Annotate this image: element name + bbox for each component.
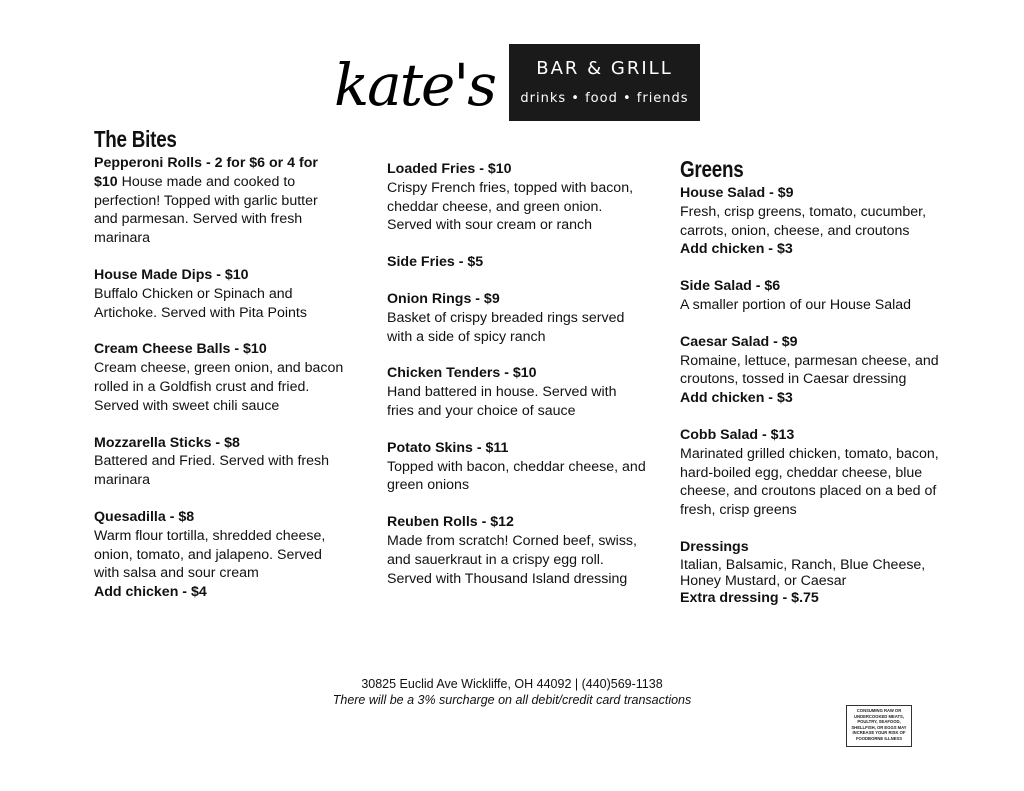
menu-item xyxy=(387,290,647,346)
menu-item xyxy=(387,513,647,588)
menu-item xyxy=(680,277,940,315)
item-description: Cream cheese, green onion, and bacon rolled in a Goldfish crust and fried. Served with sweet chili sauce xyxy=(94,360,344,414)
item-description: Topped with bacon, cheddar cheese, and green onions xyxy=(387,458,646,494)
logo-script-wordmark: kate's xyxy=(334,51,496,119)
item-name: Pepperoni Rolls - 2 for $6 or 4 for $10 xyxy=(94,155,318,190)
item-name: Cobb Salad - $13 xyxy=(680,426,795,443)
item-name: Side Fries - $5 xyxy=(387,254,484,271)
menu-item xyxy=(680,184,940,259)
item-description: A smaller portion of our House Salad xyxy=(680,296,912,313)
item-name: Potato Skins - $11 xyxy=(387,439,509,456)
menu-item xyxy=(94,266,344,322)
item-addon: Add chicken - $4 xyxy=(94,584,207,601)
menu-item xyxy=(387,364,647,420)
surcharge-notice: There will be a 3% surcharge on all debit/credit card transactions xyxy=(332,693,692,707)
item-name: Chicken Tenders - $10 xyxy=(387,365,537,382)
item-name: Cream Cheese Balls - $10 xyxy=(94,341,267,358)
item-name: Quesadilla - $8 xyxy=(94,508,195,525)
item-name: Onion Rings - $9 xyxy=(387,290,500,307)
menu-item xyxy=(94,434,344,490)
greens-column xyxy=(680,154,940,626)
bites-column-2 xyxy=(387,160,647,606)
menu-item xyxy=(680,333,940,408)
item-name: Reuben Rolls - $12 xyxy=(387,514,514,531)
item-description: Made from scratch! Corned beef, swiss, and sauerkraut in a crispy egg roll. Served with Thousand Island dressing xyxy=(387,532,637,587)
logo-name: BAR & GRILL xyxy=(536,58,673,79)
section-heading-bites: The Bites xyxy=(94,126,177,152)
item-name: Loaded Fries - $10 xyxy=(387,161,512,177)
item-name: House Made Dips - $10 xyxy=(94,266,249,283)
item-description: Marinated grilled chicken, tomato, bacon, hard-boiled egg, cheddar cheese, blue cheese, and croutons placed on a bed of fresh, crisp greens xyxy=(680,445,939,519)
item-description: Warm flour tortilla, shredded cheese, onion, tomato, and jalapeno. Served with salsa and sour cream xyxy=(94,527,326,582)
item-name: Dressings xyxy=(680,538,749,555)
logo-box xyxy=(509,44,700,121)
item-addon: Extra dressing - $.75 xyxy=(680,589,819,606)
item-description: Crispy French fries, topped with bacon, cheddar cheese, and green onion. Served with sour cream or ranch xyxy=(387,179,634,234)
item-description: Romaine, lettuce, parmesan cheese, and croutons, tossed in Caesar dressing xyxy=(680,352,939,388)
menu-item xyxy=(94,154,344,248)
item-description: Hand battered in house. Served with fries and your choice of sauce xyxy=(387,384,617,419)
menu-item xyxy=(387,439,647,495)
item-description: Buffalo Chicken or Spinach and Artichoke. Served with Pita Points xyxy=(94,285,307,321)
item-description: Italian, Balsamic, Ranch, Blue Cheese, Honey Mustard, or Caesar xyxy=(680,556,926,589)
section-heading-greens: Greens xyxy=(680,156,744,182)
restaurant-logo xyxy=(334,44,700,124)
item-name: Caesar Salad - $9 xyxy=(680,333,798,350)
restaurant-address: 30825 Euclid Ave Wickliffe, OH 44092 | (440)569-1138 xyxy=(361,677,663,691)
menu-item xyxy=(680,426,940,520)
logo-tagline: drinks • food • friends xyxy=(520,91,689,106)
item-addon: Add chicken - $3 xyxy=(680,241,793,258)
item-name: Side Salad - $6 xyxy=(680,278,781,295)
item-addon: Add chicken - $3 xyxy=(680,390,793,407)
item-name: Mozzarella Sticks - $8 xyxy=(94,434,240,451)
item-name: House Salad - $9 xyxy=(680,185,794,201)
menu-item xyxy=(94,340,344,415)
menu-item xyxy=(387,253,647,272)
item-description: Basket of crispy breaded rings served with a side of spicy ranch xyxy=(387,309,625,345)
item-description: Fresh, crisp greens, tomato, cucumber, carrots, onion, cheese, and croutons xyxy=(680,203,927,239)
consumer-advisory-label: CONSUMING RAW OR UNDERCOOKED MEATS, POULTRY, SEAFOOD, SHELLFISH, OR EGGS MAY INCREASE YOUR RISK OF FOODBORNE ILLNESS xyxy=(846,705,912,747)
menu-item xyxy=(680,538,940,608)
bites-column xyxy=(94,124,344,620)
item-description: House made and cooked to perfection! Topped with garlic butter and parmesan. Served with fresh marinara xyxy=(94,173,318,247)
menu-item xyxy=(387,160,647,235)
menu-item xyxy=(94,508,344,602)
item-description: Battered and Fried. Served with fresh marinara xyxy=(94,453,330,489)
